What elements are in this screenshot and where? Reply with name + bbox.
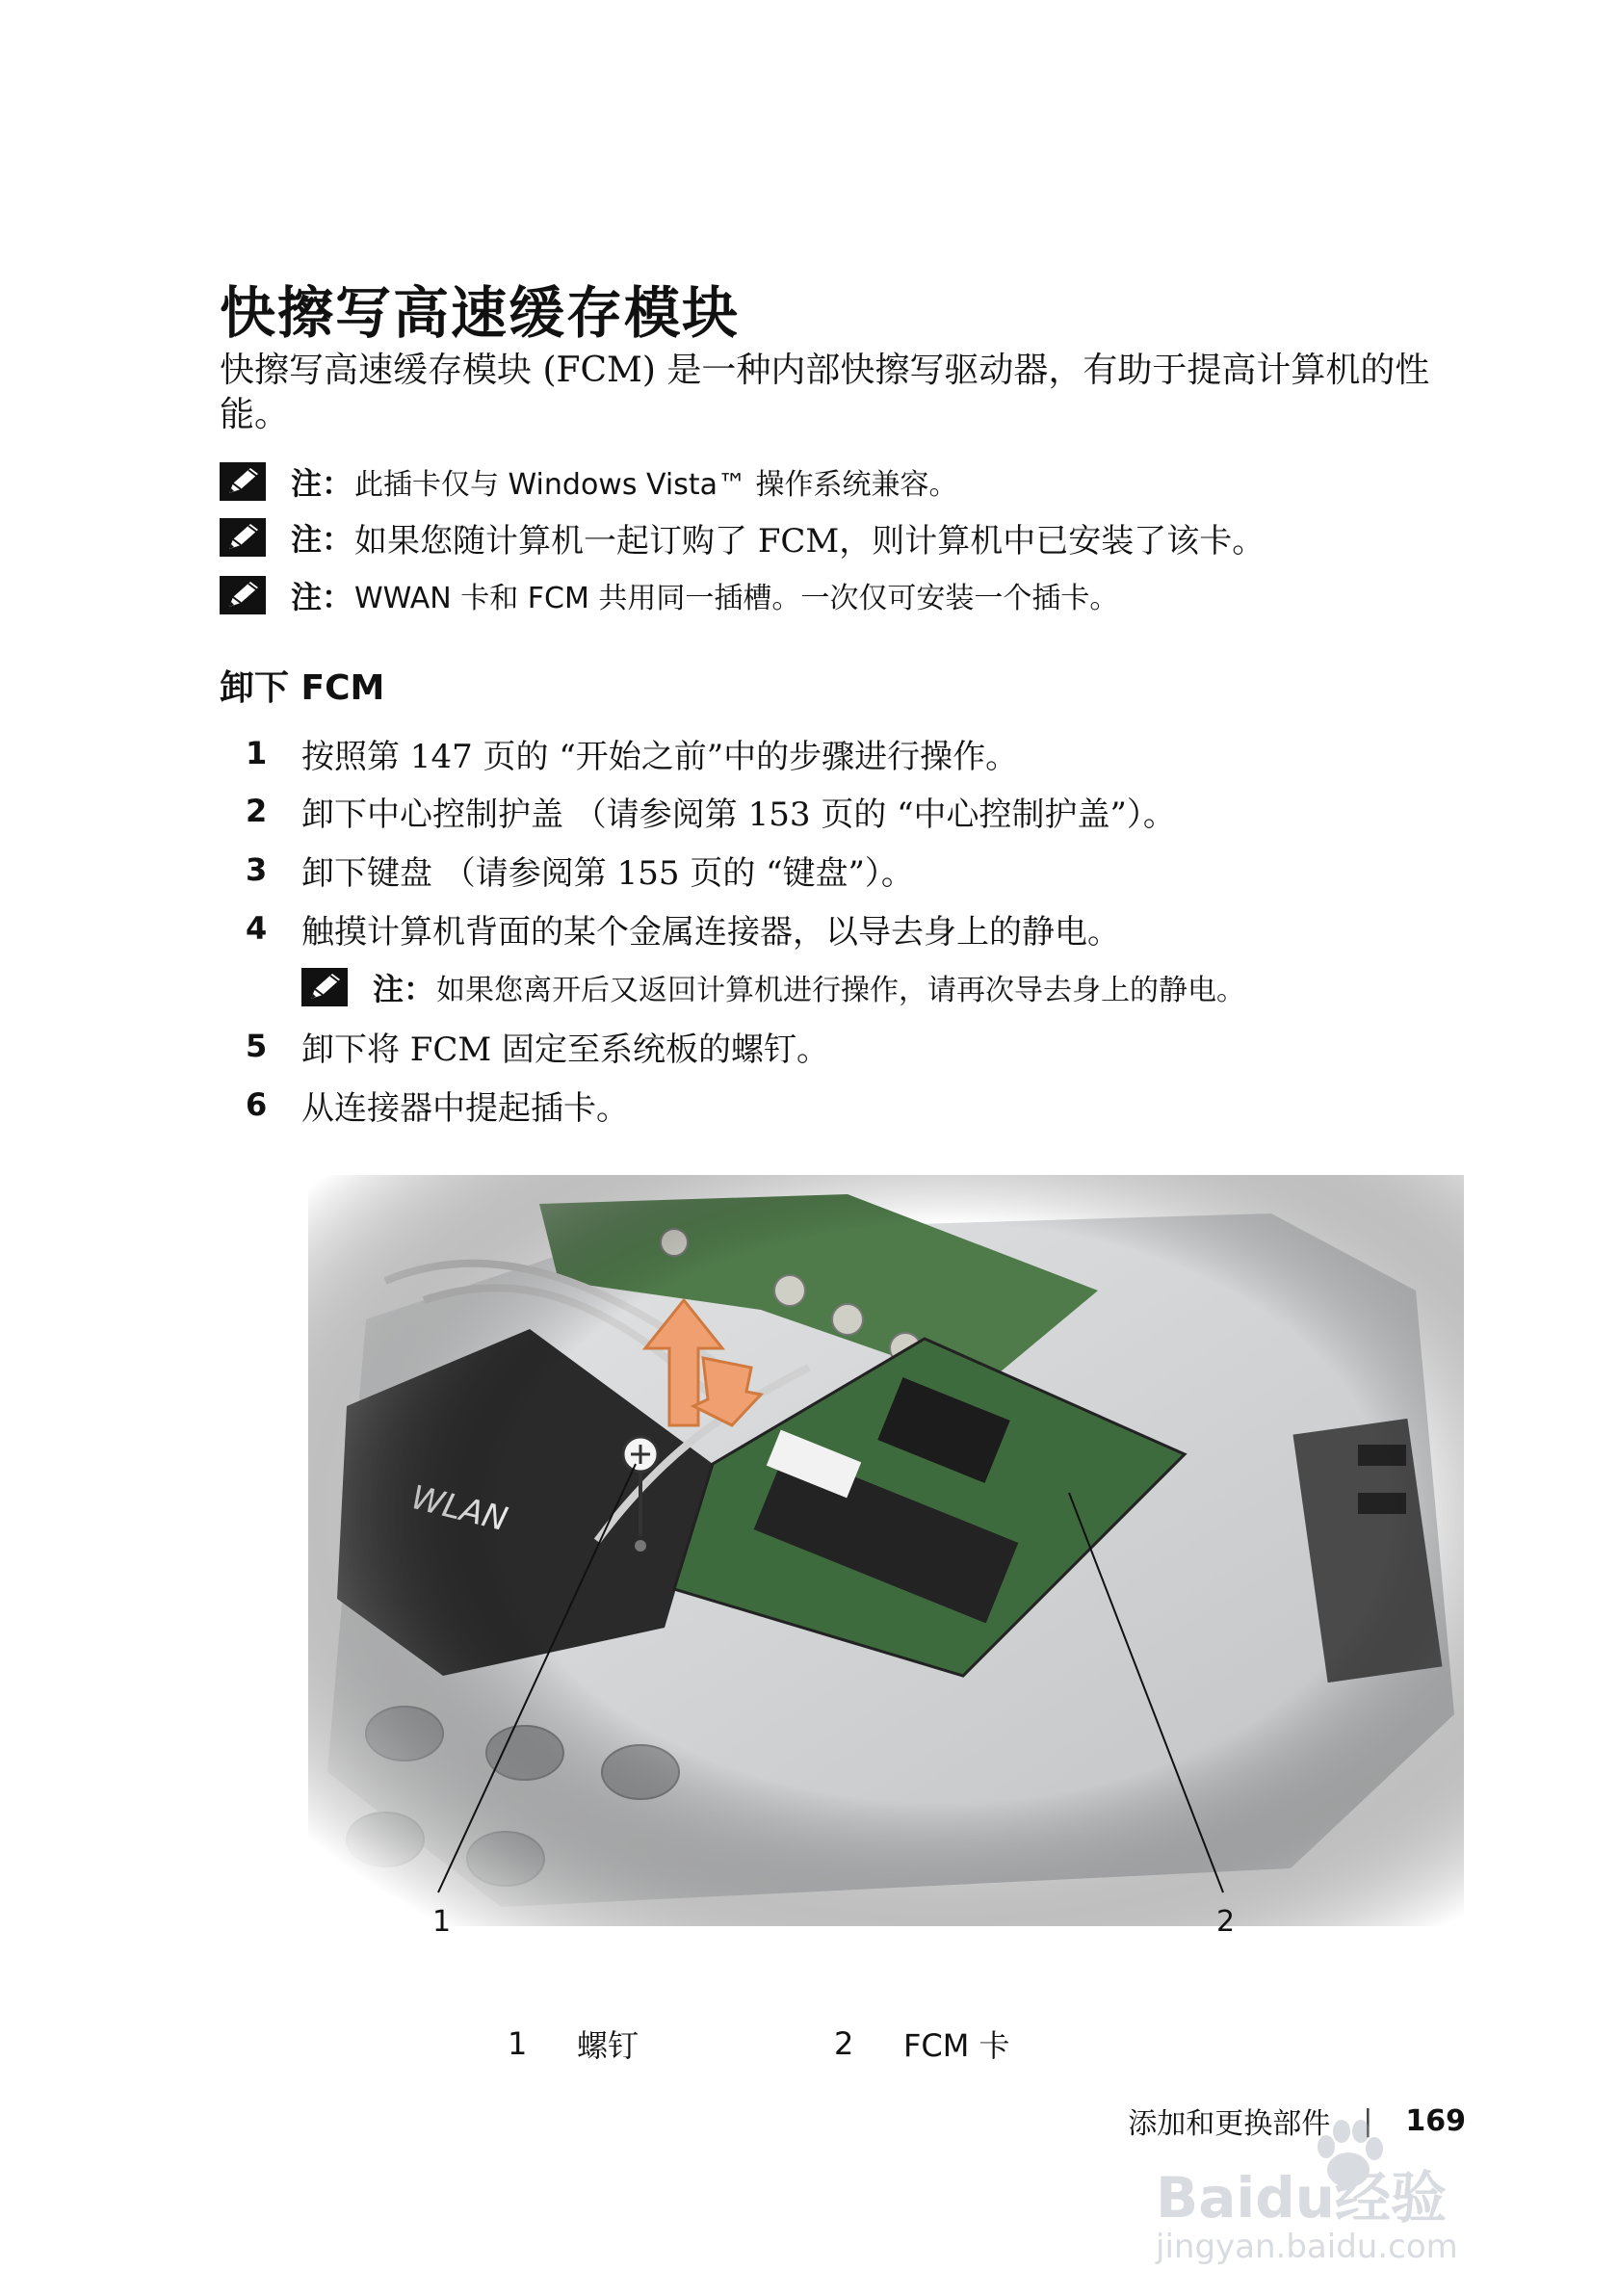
step-4-note bbox=[301, 966, 1245, 1008]
legend-label: 螺钉 bbox=[577, 2027, 639, 2064]
baidu-watermark bbox=[1117, 2114, 1522, 2278]
watermark-url: jingyan.baidu.com bbox=[1156, 2228, 1458, 2266]
step-5 bbox=[246, 1023, 829, 1069]
step-2 bbox=[246, 788, 1176, 834]
note-text: 此插卡仅与 Windows Vista™ 操作系统兼容。 bbox=[354, 468, 958, 502]
legend-item-1 bbox=[508, 2022, 639, 2065]
procedure-title: 卸下 FCM bbox=[220, 668, 385, 708]
callout-1: 1 bbox=[432, 1905, 452, 1939]
note-pencil-icon bbox=[220, 462, 266, 501]
note-text: 如果您随计算机一起订购了 FCM，则计算机中已安装了该卡。 bbox=[354, 521, 1266, 561]
note-label: 注： bbox=[291, 579, 353, 615]
vignette bbox=[308, 1175, 1464, 1926]
section-title: 快擦写高速缓存模块 bbox=[220, 280, 741, 346]
step-number: 5 bbox=[246, 1028, 268, 1064]
note-text: 如果您离开后又返回计算机进行操作，请再次导去身上的静电。 bbox=[436, 974, 1246, 1007]
step-6 bbox=[246, 1082, 629, 1128]
note-pencil-icon bbox=[301, 968, 348, 1006]
note-pencil-icon bbox=[220, 576, 266, 614]
step-text: 卸下将 FCM 固定至系统板的螺钉。 bbox=[301, 1030, 830, 1069]
section-intro: 快擦写高速缓存模块 (FCM) 是一种内部快擦写驱动器，有助于提高计算机的性能。 bbox=[220, 351, 1430, 434]
callout-2: 2 bbox=[1216, 1905, 1236, 1939]
footer-chapter: 添加和更换部件 bbox=[1128, 2107, 1331, 2141]
step-number: 3 bbox=[246, 851, 268, 888]
step-number: 6 bbox=[246, 1086, 268, 1123]
step-3 bbox=[246, 847, 914, 893]
step-text: 按照第 147 页的 “开始之前”中的步骤进行操作。 bbox=[301, 737, 1019, 776]
footer-separator: | bbox=[1363, 2103, 1373, 2138]
page-number: 169 bbox=[1405, 2103, 1466, 2138]
step-number: 4 bbox=[246, 910, 268, 947]
note-label: 注： bbox=[291, 521, 353, 558]
note-label: 注： bbox=[373, 971, 435, 1007]
step-1 bbox=[246, 730, 1018, 776]
legend-number: 2 bbox=[834, 2025, 854, 2062]
fcm-removal-illustration bbox=[308, 1175, 1464, 1926]
legend-number: 1 bbox=[508, 2025, 528, 2062]
step-number: 2 bbox=[246, 793, 268, 829]
step-4 bbox=[246, 905, 1120, 952]
note-3 bbox=[220, 574, 1118, 616]
legend-label: FCM 卡 bbox=[903, 2027, 1010, 2064]
note-text: WWAN 卡和 FCM 共用同一插槽。一次仅可安装一个插卡。 bbox=[354, 582, 1119, 615]
step-text: 从连接器中提起插卡。 bbox=[301, 1088, 629, 1128]
step-text: 卸下键盘 （请参阅第 155 页的 “键盘”）。 bbox=[301, 853, 914, 893]
watermark-brand: Baidu经验 bbox=[1156, 2165, 1448, 2231]
step-text: 卸下中心控制护盖 （请参阅第 153 页的 “中心控制护盖”）。 bbox=[301, 795, 1176, 834]
step-text: 触摸计算机背面的某个金属连接器，以导去身上的静电。 bbox=[301, 912, 1120, 952]
note-pencil-icon bbox=[220, 518, 266, 557]
note-label: 注： bbox=[291, 465, 353, 502]
note-2 bbox=[220, 516, 1265, 559]
step-number: 1 bbox=[246, 735, 268, 771]
legend-item-2 bbox=[834, 2022, 1010, 2065]
note-1 bbox=[220, 460, 958, 503]
